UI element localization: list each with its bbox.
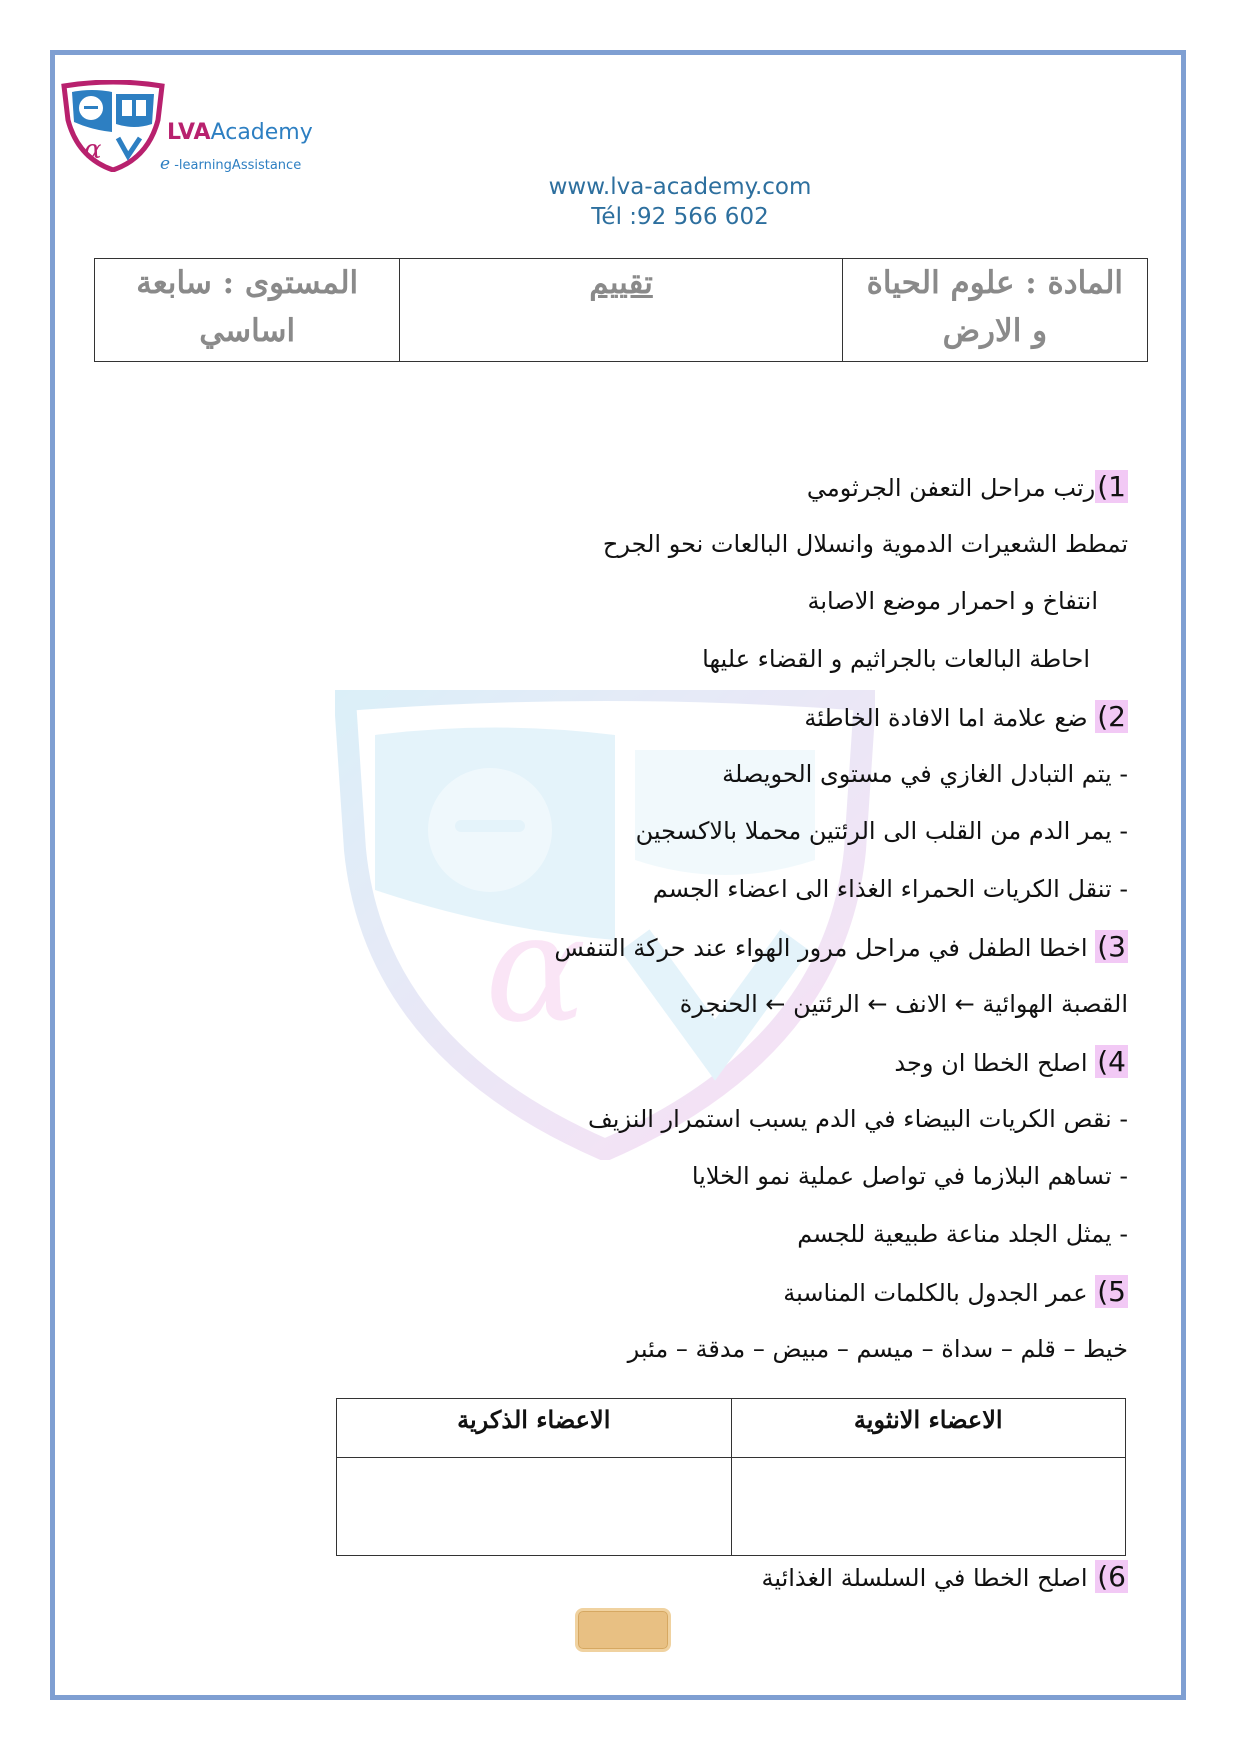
list-item: - يمثل الجلد مناعة طبيعية للجسم <box>500 1206 1128 1264</box>
question-3: 3) اخطا الطفل في مراحل مرور الهواء عند حركة التنفس <box>554 930 1126 963</box>
brand-name: LVAAcademy <box>167 120 313 145</box>
question-4: 4) اصلح الخطا ان وجد <box>894 1045 1126 1078</box>
word-bank: خيط – قلم – سداة – ميسم – مبيض – مدقة – مئبر <box>627 1334 1128 1363</box>
question-5: 5) عمر الجدول بالكلمات المناسبة <box>783 1275 1126 1308</box>
list-item: - يمر الدم من القلب الى الرئتين محملا بالاكسجين <box>500 803 1128 861</box>
female-organs-answer-cell[interactable] <box>731 1458 1126 1556</box>
female-organs-header: الاعضاء الانثوية <box>731 1399 1126 1458</box>
title-cell <box>400 259 842 362</box>
page-number-box <box>575 1608 671 1652</box>
contact-info <box>470 172 890 232</box>
air-path-sequence: القصبة الهوائية ← الانف ← الرئتين ← الحنجرة <box>679 989 1128 1018</box>
male-organs-answer-cell[interactable] <box>337 1458 732 1556</box>
list-item: احاطة البالعات بالجراثيم و القضاء عليها <box>702 644 1090 673</box>
level-cell: المستوى : سابعة اساسي <box>95 259 400 362</box>
answer-table <box>336 1398 1126 1556</box>
questions-section <box>500 458 1128 1378</box>
svg-text:α: α <box>485 882 587 1056</box>
brand-tagline: e -learningAssistance <box>160 154 302 174</box>
male-organs-header: الاعضاء الذكرية <box>337 1399 732 1458</box>
phone-number: Tél :92 566 602 <box>591 204 769 230</box>
list-item: - يتم التبادل الغازي في مستوى الحويصلة <box>500 746 1128 804</box>
list-item: - تساهم البلازما في تواصل عملية نمو الخلايا <box>500 1148 1128 1206</box>
website-link[interactable]: www.lva-academy.com <box>548 174 812 200</box>
question-6: 6) اصلح الخطا في السلسلة الغذائية <box>761 1560 1126 1593</box>
question-2: 2) ضع علامة اما الافادة الخاطئة <box>804 700 1126 733</box>
svg-text:α: α <box>84 135 102 165</box>
list-item: تمطط الشعيرات الدموية وانسلال البالعات نحو الجرح <box>602 529 1128 558</box>
list-item: - نقص الكريات البيضاء في الدم يسبب استمرار النزيف <box>500 1091 1128 1149</box>
list-item: - تنقل الكريات الحمراء الغذاء الى اعضاء الجسم <box>500 861 1128 919</box>
academy-logo-icon <box>58 80 168 172</box>
list-item: انتفاخ و احمرار موضع الاصابة <box>807 587 1098 615</box>
header-table <box>94 258 1148 362</box>
question-1: 1)رتب مراحل التعفن الجرثومي <box>806 470 1126 503</box>
subject-cell: المادة : علوم الحياة و الارض <box>842 259 1147 362</box>
page-title: تقييم <box>589 265 653 301</box>
